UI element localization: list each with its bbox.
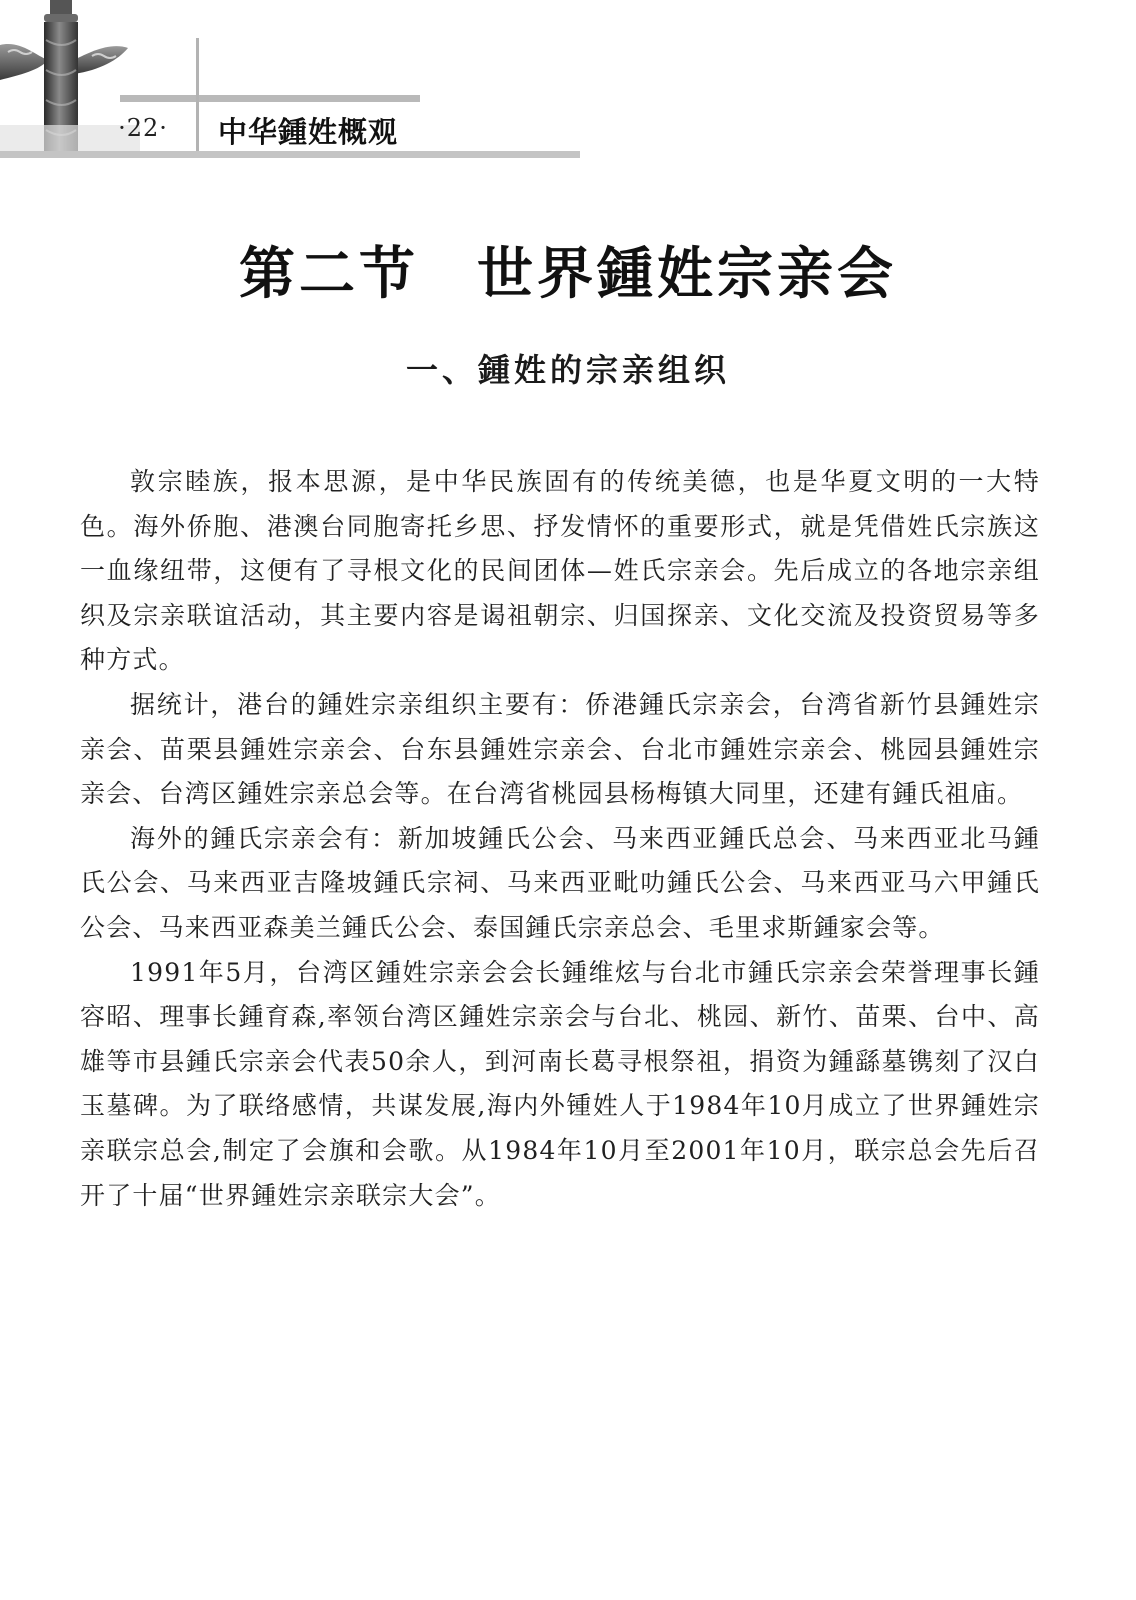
paragraph: 据统计，港台的鍾姓宗亲组织主要有：侨港鍾氏宗亲会，台湾省新竹县鍾姓宗亲会、苗栗县鍾姓宗亲会、台东县鍾姓宗亲会、台北市鍾姓宗亲会、桃园县鍾姓宗亲会、台湾区鍾姓宗亲总会等。在台湾省桃园县杨梅镇大同里，还建有鍾氏祖庙。 [80, 689, 1040, 809]
running-title: 中华鍾姓概观 [218, 115, 399, 149]
section-title [0, 230, 1136, 310]
paragraph: 1991年5月，台湾区鍾姓宗亲会会长鍾维炫与台北市鍾氏宗亲会荣誉理事长鍾容昭、理事长鍾育森,率领台湾区鍾姓宗亲会与台北、桃园、新竹、苗栗、台中、高雄等市县鍾氏宗亲会代表50余人，到河南长葛寻根祭祖，捐资为鍾繇墓镌刻了汉白玉墓碑。为了联络感情，共谋发展,海内外锺姓人于1984年10月成立了世界鍾姓宗亲联宗总会,制定了会旗和会歌。从1984年10月至2001年10月，联宗总会先后召开了十届“世界鍾姓宗亲联宗大会”。 [80, 957, 1040, 1210]
header-rule-top [120, 95, 420, 102]
header-rule-vertical [196, 38, 199, 156]
paragraph: 敦宗睦族，报本思源，是中华民族固有的传统美德，也是华夏文明的一大特色。海外侨胞、港澳台同胞寄托乡思、抒发情怀的重要形式，就是凭借姓氏宗族这一血缘纽带，这便有了寻根文化的民间团体—姓氏宗亲会。先后成立的各地宗亲组织及宗亲联谊活动，其主要内容是谒祖朝宗、归国探亲、文化交流及投资贸易等多种方式。 [80, 467, 1040, 675]
page-number: ·22· [118, 114, 168, 142]
section-name: 世界鍾姓宗亲会 [477, 241, 897, 307]
header-rule-bottom [0, 151, 580, 158]
running-header [0, 0, 1136, 170]
section-number: 第二节 [239, 241, 419, 307]
subsection-title: 一、鍾姓的宗亲组织 [405, 351, 730, 389]
body-text [80, 460, 1040, 1218]
paragraph: 海外的鍾氏宗亲会有：新加坡鍾氏公会、马来西亚鍾氏总会、马来西亚北马鍾氏公会、马来西亚吉隆坡鍾氏宗祠、马来西亚毗叻鍾氏公会、马来西亚马六甲鍾氏公会、马来西亚森美兰鍾氏公会、泰国鍾氏宗亲总会、毛里求斯鍾家会等。 [80, 823, 1040, 942]
